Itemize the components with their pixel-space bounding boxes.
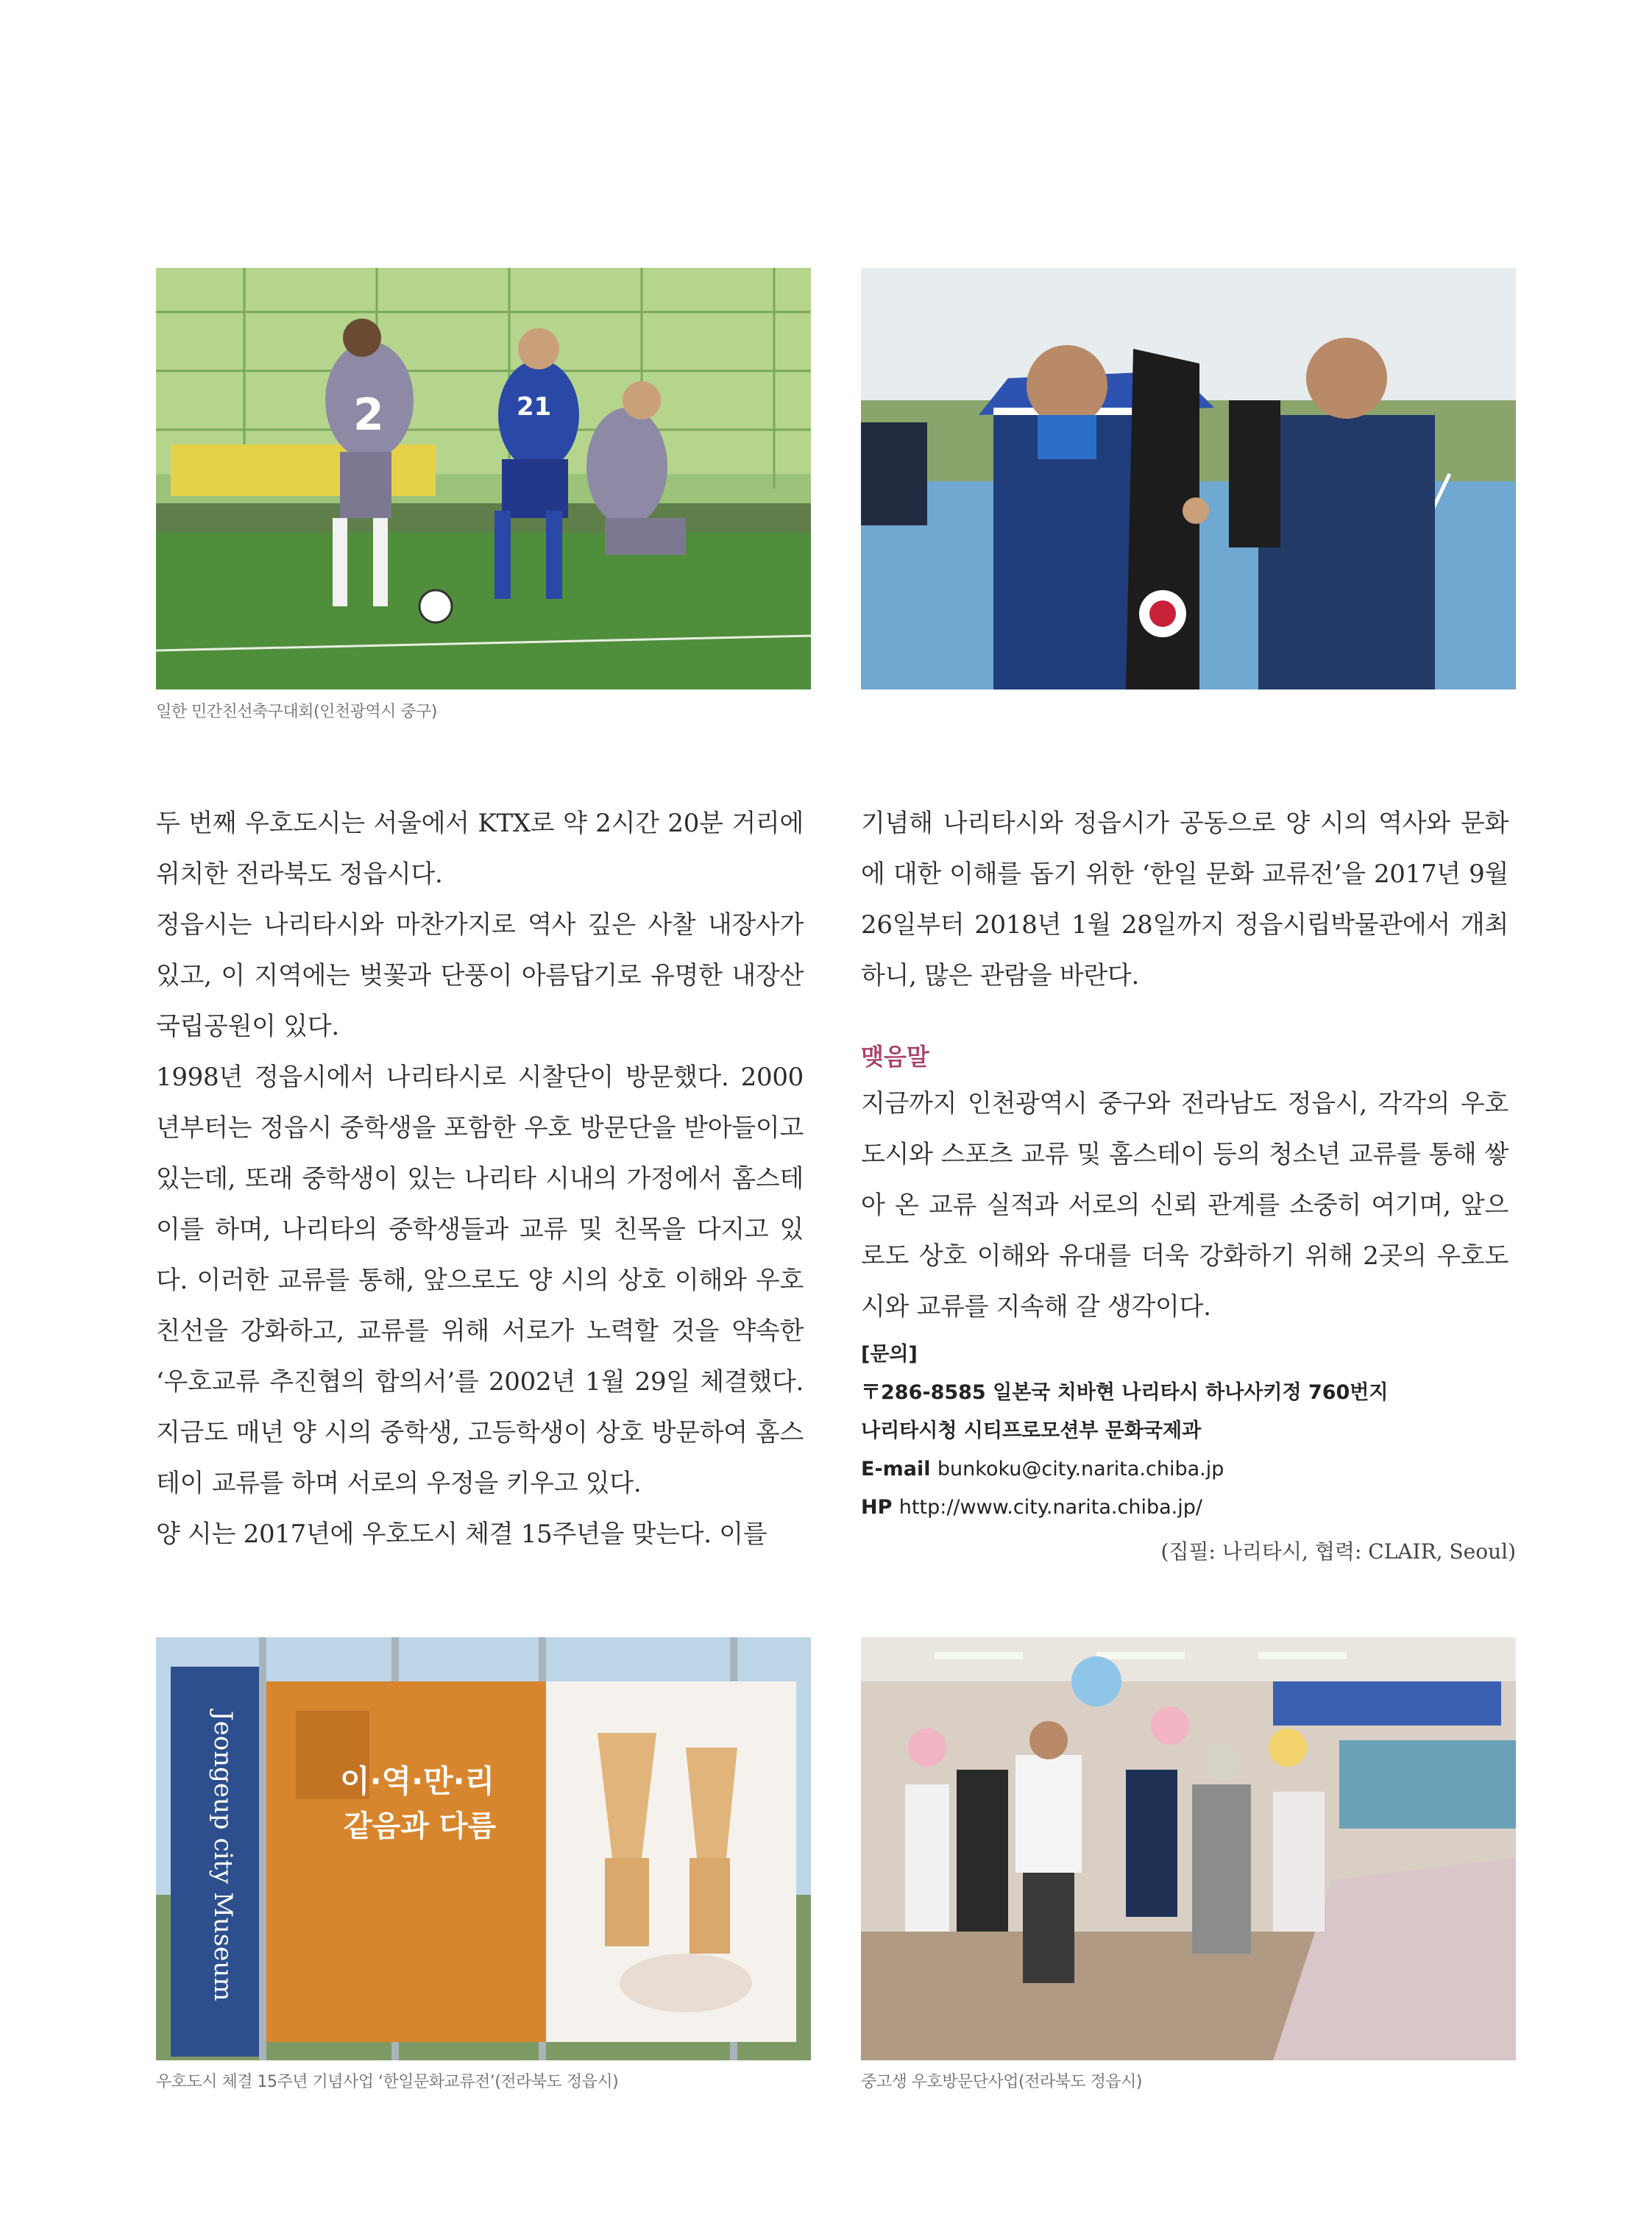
paragraph: 정읍시는 나리타시와 마찬가지로 역사 깊은 사찰 내장사가 있고, 이 지역에는 벚꽃과 단풍이 아름답기로 유명한 내장산 국립공원이 있다. bbox=[156, 910, 804, 1041]
jersey-number: 21 bbox=[517, 392, 552, 422]
contact-hp-row bbox=[861, 1489, 1509, 1527]
contact-address: 〒286-8585 일본국 치바현 나리타시 하나사키정 760번지 bbox=[861, 1381, 1389, 1404]
caption-homestay-gathering: 중고생 우호방문단사업(전라북도 정읍시) bbox=[861, 2073, 1142, 2091]
photo-handshake-ceremony bbox=[861, 268, 1516, 689]
closing-paragraph: 지금까지 인천광역시 중구와 전라남도 정읍시, 각각의 우호도시와 스포츠 교류 및 홈스테이 등의 청소년 교류를 통해 쌓아 온 교류 실적과 서로의 신뢰 관계를 소중히 여기며, 앞으로도 상호 이해와 유대를 더욱 강화하기 위해 2곳의 우호도시와 교류를 지속해 갈 생각이다. bbox=[861, 1089, 1509, 1322]
jersey-number: 2 bbox=[353, 389, 384, 441]
paragraph: 양 시는 2017년에 우호도시 체결 15주년을 맞는다. 이를 bbox=[156, 1520, 767, 1549]
photo-homestay-gathering bbox=[861, 1637, 1516, 2060]
photo-soccer-match bbox=[156, 268, 811, 689]
right-text-column bbox=[861, 798, 1509, 1527]
photo-museum-poster bbox=[156, 1637, 811, 2060]
poster-title: 이·역·만·리 bbox=[340, 1763, 495, 1799]
paragraph: 1998년 정읍시에서 나리타시로 시찰단이 방문했다. 2000년부터는 정읍시 중학생을 포함한 우호 방문단을 받아들이고 있는데, 또래 중학생이 있는 나리타 시내의 가정에서 홈스테이를 하며, 나리타의 중학생들과 교류 및 친목을 다지고 있다. 이러한 교류를 통해, 앞으로도 양 시의 상호 이해와 우호 친선을 강화하고, 교류를 위해 서로가 노력할 것을 약속한 ‘우호교류 추진협의 합의서’를 2002년 1월 29일 체결했다. 지금도 매년 양 시의 중학생, 고등학생이 상호 방문하여 홈스테이 교류를 하며 서로의 우정을 키우고 있다. bbox=[156, 1063, 804, 1498]
hp-link[interactable]: http://www.city.narita.chiba.jp/ bbox=[898, 1496, 1202, 1519]
contact-email-row bbox=[861, 1450, 1509, 1489]
banner-museum-text: Jeongeup city Museum bbox=[208, 1711, 238, 2001]
paragraph: 두 번째 우호도시는 서울에서 KTX로 약 2시간 20분 거리에 위치한 전라북도 정읍시다. bbox=[156, 809, 804, 889]
hp-label: HP bbox=[861, 1496, 893, 1519]
caption-museum-poster: 우호도시 체결 15주년 기념사업 ‘한일문화교류전’(전라북도 정읍시) bbox=[156, 2073, 619, 2091]
author-credit: (집필: 나리타시, 협력: CLAIR, Seoul) bbox=[1160, 1539, 1516, 1564]
contact-department: 나리타시청 시티프로모션부 문화국제과 bbox=[861, 1419, 1202, 1442]
contact-heading: [문의] bbox=[861, 1343, 918, 1366]
email-label: E-mail bbox=[861, 1458, 931, 1481]
paragraph: 기념해 나리타시와 정읍시가 공동으로 양 시의 역사와 문화에 대한 이해를 돕기 위한 ‘한일 문화 교류전’을 2017년 9월 26일부터 2018년 1월 28일까지 정읍시립박물관에서 개최하니, 많은 관람을 바란다. bbox=[861, 809, 1509, 990]
caption-soccer-match: 일한 민간친선축구대회(인천광역시 중구) bbox=[156, 703, 437, 721]
closing-heading: 맺음말 bbox=[861, 1043, 929, 1071]
left-text-column bbox=[156, 798, 804, 1560]
poster-subtitle: 같음과 다름 bbox=[344, 1809, 497, 1843]
email-link[interactable]: bunkoku@city.narita.chiba.jp bbox=[937, 1458, 1224, 1481]
contact-block bbox=[861, 1336, 1509, 1527]
